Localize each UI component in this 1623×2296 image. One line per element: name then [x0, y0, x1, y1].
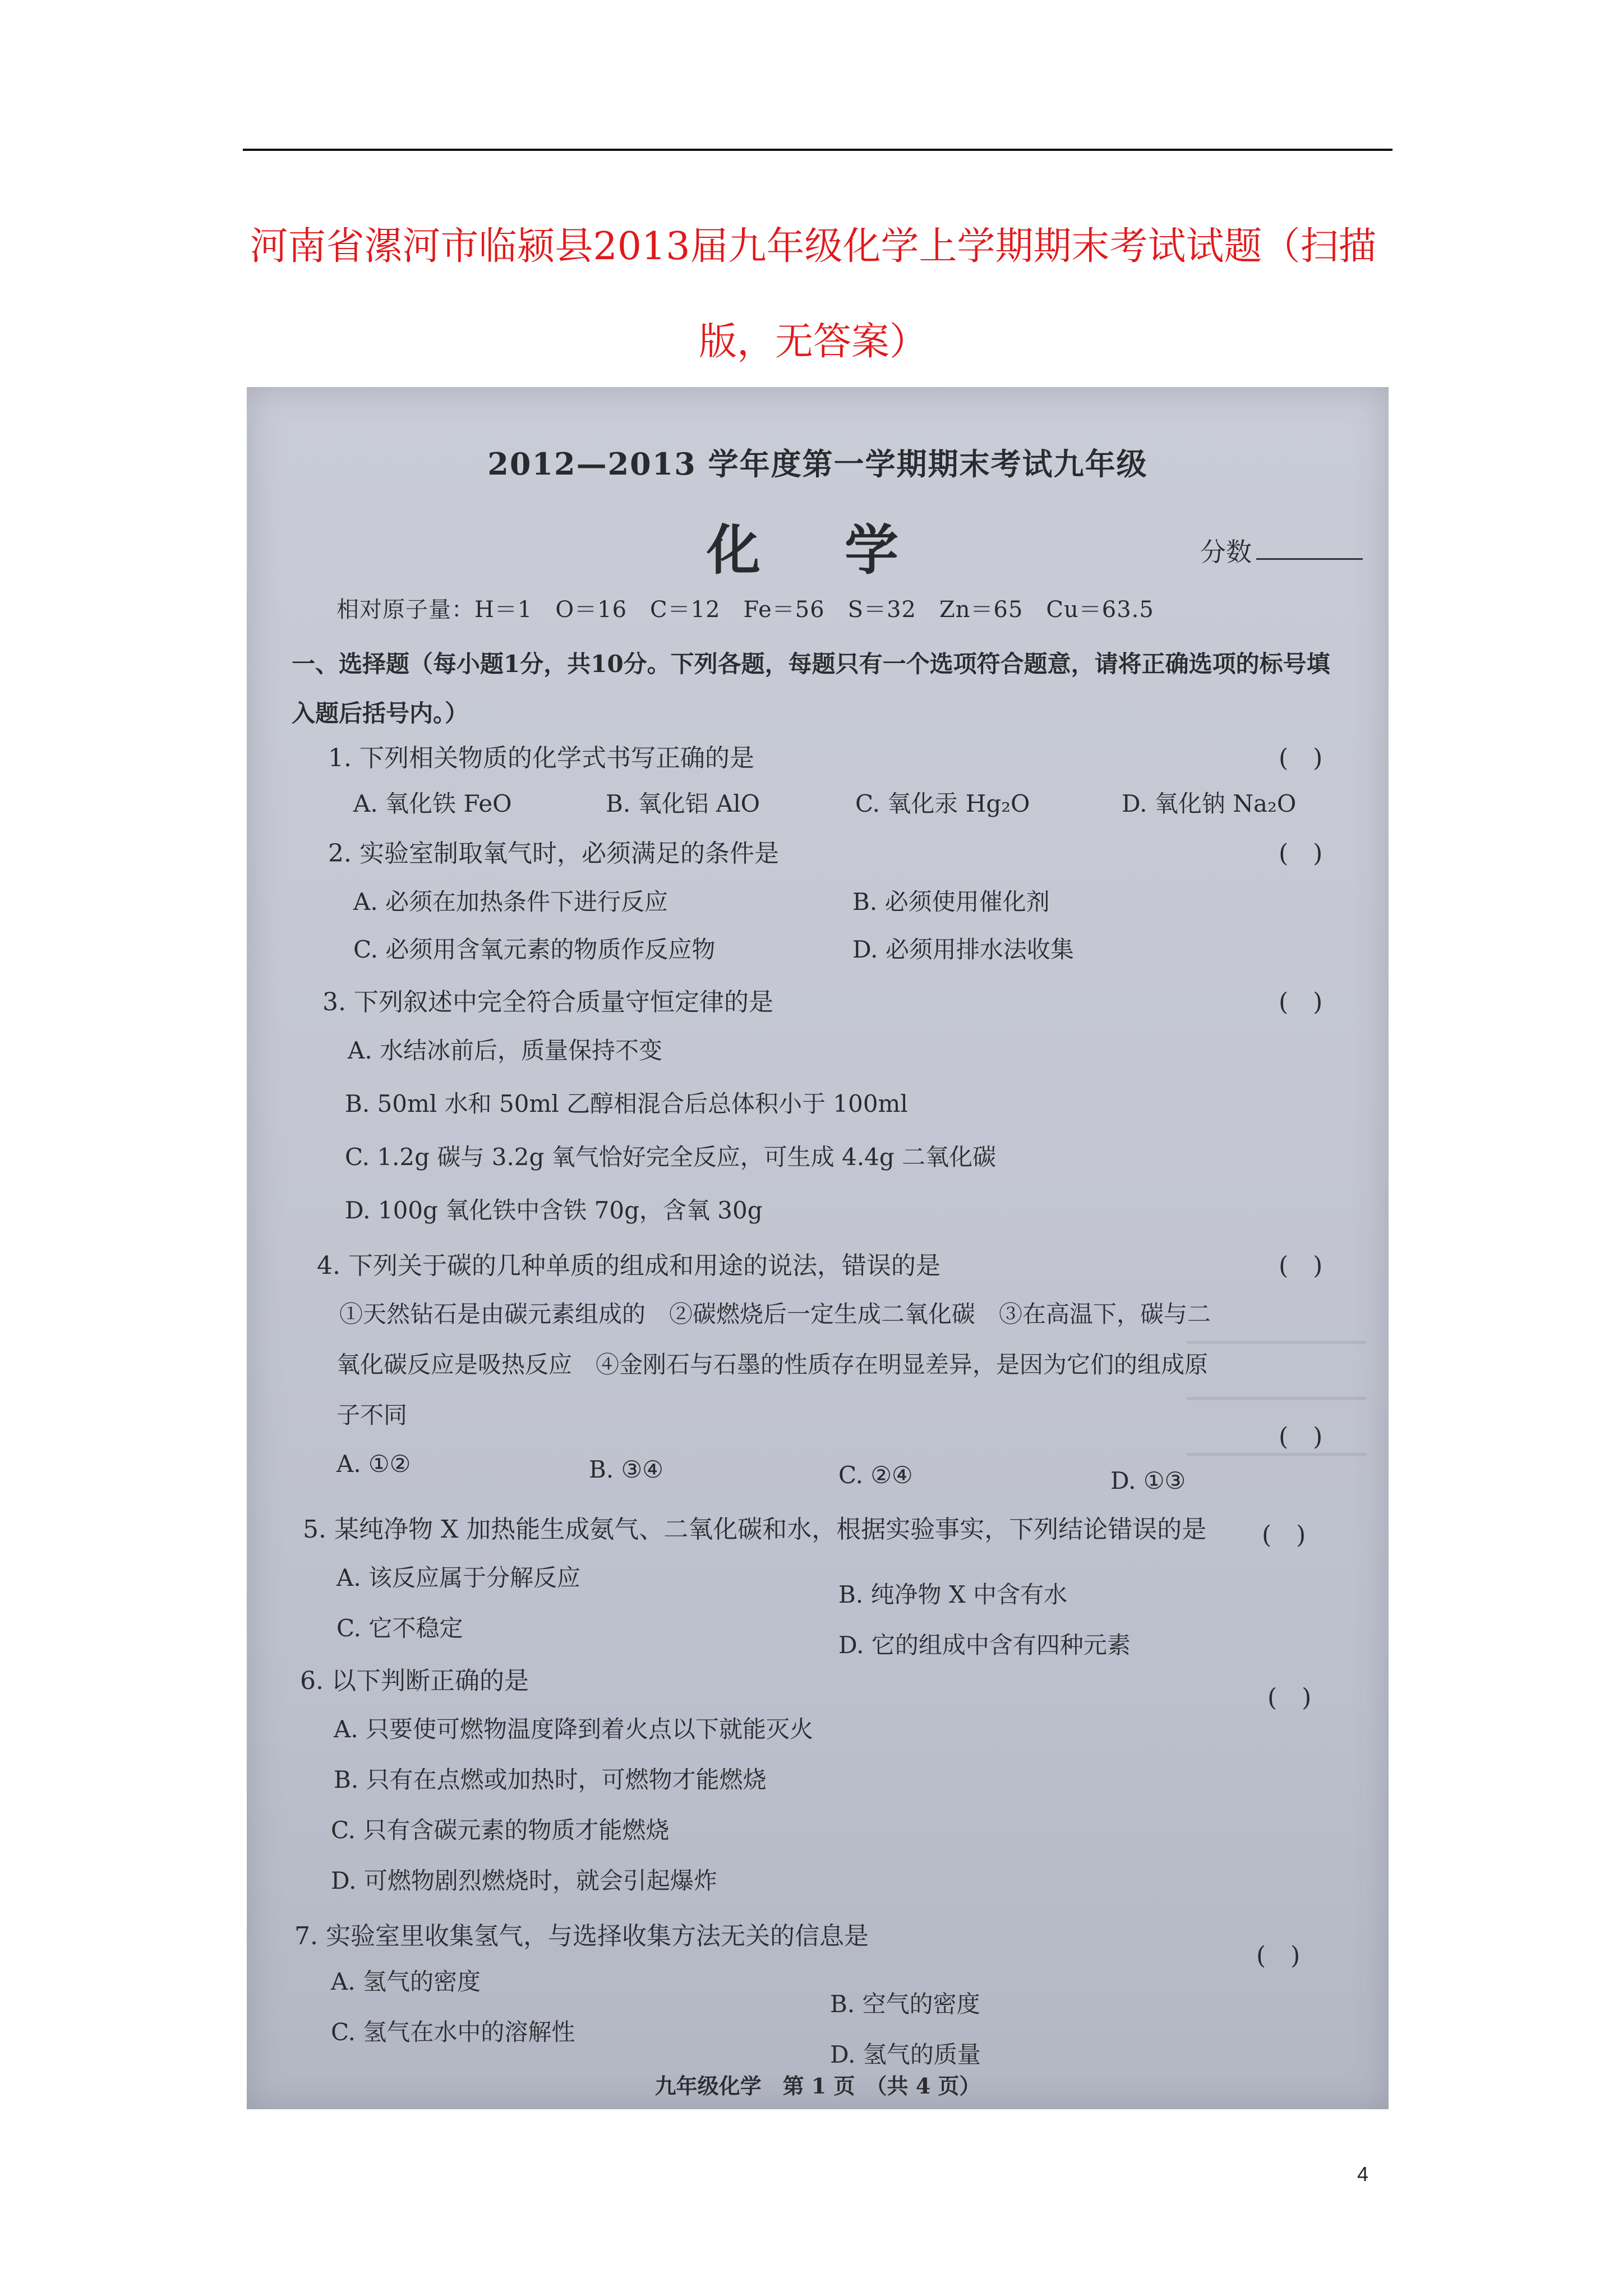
- score-blank: [1256, 558, 1363, 560]
- question-2-option-b: B. 必须使用催化剂: [852, 888, 1050, 915]
- question-6-option-c: C. 只有含碳元素的物质才能燃烧: [331, 1816, 670, 1844]
- question-3-option-d: D. 100g 氧化铁中含铁 70g，含氧 30g: [345, 1197, 763, 1224]
- answer-paren: ( ): [1267, 1683, 1312, 1712]
- document-title: [213, 199, 1413, 390]
- question-4-stem: 4. 下列关于碳的几种单质的组成和用途的说法，错误的是: [317, 1251, 940, 1280]
- exam-paper: [247, 387, 1389, 2109]
- question-5-option-a: A. 该反应属于分解反应: [336, 1564, 581, 1591]
- question-7-option-d: D. 氢气的质量: [830, 2041, 981, 2068]
- answer-paren: ( ): [1279, 839, 1323, 868]
- scanned-exam-page: [247, 387, 1389, 2109]
- exam-subject: 化学: [707, 518, 983, 582]
- document-title-line-1: 河南省漯河市临颍县2013届九年级化学上学期期末考试试题（扫描: [250, 224, 1377, 269]
- question-2-option-a: A. 必须在加热条件下进行反应: [353, 888, 668, 915]
- question-5-option-b: B. 纯净物 X 中含有水: [838, 1581, 1068, 1608]
- answer-paren: ( ): [1279, 988, 1323, 1016]
- question-4-option-d: D. ①③: [1110, 1467, 1186, 1494]
- question-1-option-b: B. 氧化铝 AlO: [606, 790, 760, 817]
- question-3-option-c: C. 1.2g 碳与 3.2g 氧气恰好完全反应，可生成 4.4g 二氧化碳: [345, 1143, 997, 1171]
- question-3-stem: 3. 下列叙述中完全符合质量守恒定律的是: [322, 988, 773, 1016]
- question-2-stem: 2. 实验室制取氧气时，必须满足的条件是: [328, 839, 779, 868]
- question-5-option-c: C. 它不稳定: [336, 1614, 463, 1642]
- question-7-option-b: B. 空气的密度: [830, 1990, 980, 2018]
- exam-header: 2012—2013 学年度第一学期期末考试九年级: [487, 446, 1148, 482]
- question-6-option-d: D. 可燃物剧烈燃烧时，就会引起爆炸: [331, 1867, 717, 1894]
- question-4-option-c: C. ②④: [838, 1461, 913, 1489]
- question-2-option-c: C. 必须用含氧元素的物质作反应物: [353, 936, 716, 963]
- exam-page-footer: 九年级化学 第 1 页 （共 4 页）: [654, 2073, 981, 2099]
- question-1-option-d: D. 氧化钠 Na₂O: [1122, 790, 1297, 817]
- question-4-option-a: A. ①②: [336, 1450, 411, 1478]
- question-1-option-a: A. 氧化铁 FeO: [353, 790, 512, 817]
- question-4-statement-line-2: 氧化碳反应是吸热反应 ④金刚石与石墨的性质存在明显差异，是因为它们的组成原: [336, 1351, 1209, 1378]
- question-2-option-d: D. 必须用排水法收集: [852, 936, 1074, 963]
- question-7-stem: 7. 实验室里收集氢气，与选择收集方法无关的信息是: [294, 1922, 869, 1950]
- question-6-stem: 6. 以下判断正确的是: [300, 1667, 529, 1695]
- question-5-stem: 5. 某纯净物 X 加热能生成氨气、二氧化碳和水，根据实验事实，下列结论错误的是: [303, 1515, 1207, 1544]
- answer-paren: ( ): [1262, 1521, 1306, 1549]
- question-6-option-a: A. 只要使可燃物温度降到着火点以下就能灭火: [334, 1715, 814, 1743]
- question-7-option-a: A. 氢气的密度: [331, 1968, 481, 1995]
- question-3-option-a: A. 水结冰前后，质量保持不变: [348, 1037, 663, 1064]
- section-heading: 一、选择题（每小题1分，共10分。下列各题，每题只有一个选项符合题意，请将正确选项的标号填入题后括号内。）: [292, 650, 1330, 727]
- score-label: 分数: [1200, 537, 1252, 567]
- answer-paren: ( ): [1279, 744, 1323, 772]
- question-4-statement-line-3: 子不同: [336, 1401, 408, 1429]
- answer-paren: ( ): [1279, 1251, 1323, 1280]
- document-title-line-2: 版，无答案）: [698, 320, 928, 364]
- question-7-option-c: C. 氢气在水中的溶解性: [331, 2018, 575, 2046]
- question-1-option-c: C. 氧化汞 Hg₂O: [855, 790, 1030, 817]
- question-4-option-b: B. ③④: [589, 1456, 663, 1483]
- header-rule: [243, 149, 1393, 151]
- question-4-statement-line-1: ①天然钻石是由碳元素组成的 ②碳燃烧后一定生成二氧化碳 ③在高温下，碳与二: [339, 1300, 1211, 1328]
- page-number: 4: [1357, 2162, 1369, 2185]
- answer-paren: ( ): [1256, 1941, 1301, 1970]
- answer-paren: ( ): [1279, 1423, 1323, 1451]
- question-6-option-b: B. 只有在点燃或加热时，可燃物才能燃烧: [334, 1766, 767, 1793]
- question-1-stem: 1. 下列相关物质的化学式书写正确的是: [328, 744, 754, 772]
- question-3-option-b: B. 50ml 水和 50ml 乙醇相混合后总体积小于 100ml: [345, 1090, 908, 1117]
- question-5-option-d: D. 它的组成中含有四种元素: [838, 1631, 1131, 1659]
- atomic-masses: 相对原子量：H＝1 O＝16 C＝12 Fe＝56 S＝32 Zn＝65 Cu＝63.5: [336, 597, 1154, 623]
